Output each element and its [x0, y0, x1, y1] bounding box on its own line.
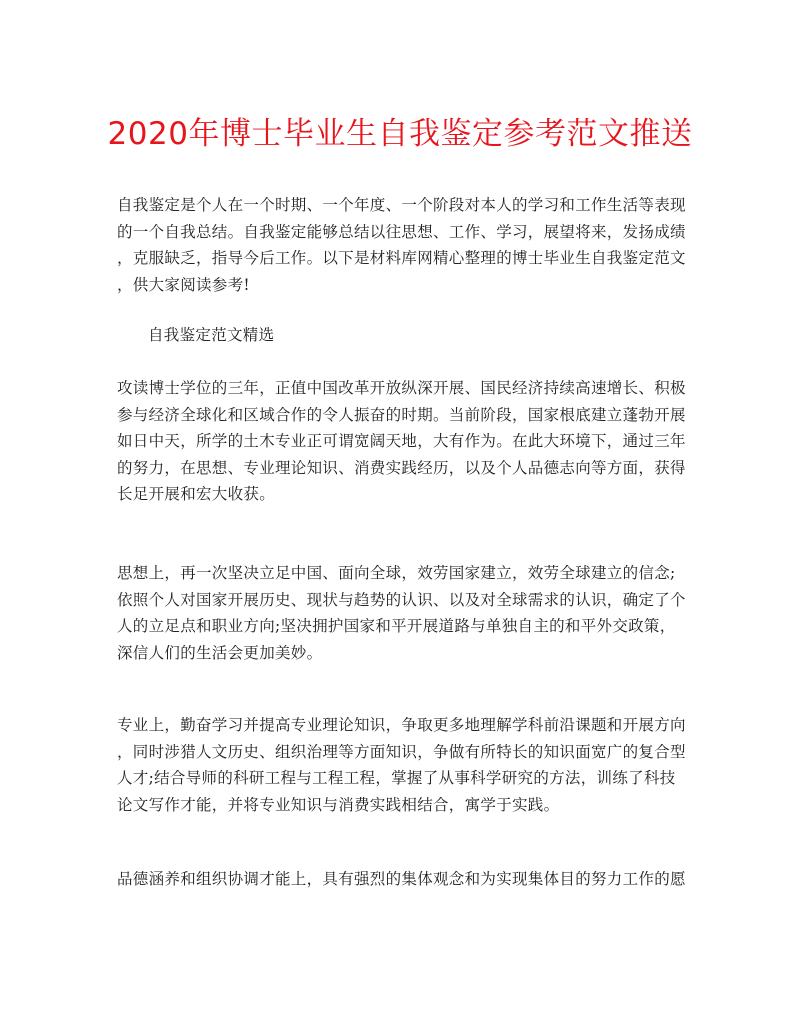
- text-line: 人的立足点和职业方向;坚决拥护国家和平开展道路与单独自主的和平外交政策，: [117, 617, 676, 635]
- text-line: 人才;结合导师的科研工程与工程工程，掌握了从事科学研究的方法，训练了科技: [117, 769, 676, 787]
- text-line: 参与经济全球化和区域合作的令人振奋的时期。当前阶段，国家根底建立蓬勃开展: [117, 405, 686, 424]
- paragraph-character: [117, 866, 687, 893]
- text-line: 的一个自我总结。自我鉴定能够总结以往思想、工作、学习，展望将来，发扬成绩: [117, 222, 686, 241]
- text-line: 长足开展和宏大收获。: [117, 485, 276, 503]
- paragraph-thought: [117, 560, 687, 666]
- text-line: 的努力，在思想、专业理论知识、消费实践经历，以及个人品德志向等方面，获得: [117, 458, 686, 477]
- section-heading: [117, 322, 687, 349]
- text-line: 攻读博士学位的三年，正值中国改革开放纵深开展、国民经济持续高速增长、积极: [117, 379, 686, 397]
- text-line: 自我鉴定范文精选: [148, 326, 275, 344]
- text-line: 品德涵养和组织协调才能上，具有强烈的集体观念和为实现集体目的努力工作的愿: [117, 870, 686, 888]
- text-line: ，同时涉猎人文历史、组织治理等方面知识，争做有所特长的知识面宽广的复合型: [117, 742, 686, 761]
- text-line: 依照个人对国家开展历史、现状与趋势的认识、以及对全球需求的认识，确定了个: [117, 590, 686, 609]
- text-line: 深信人们的生活会更加美妙。: [117, 643, 323, 662]
- text-line: 自我鉴定是个人在一个时期、一个年度、一个阶段对本人的学习和工作生活等表现: [117, 196, 686, 214]
- paragraph-overview: [117, 375, 687, 508]
- text-line: 思想上，再一次坚决立足中国、面向全球，效劳国家建立，效劳全球建立的信念;: [117, 564, 676, 582]
- paragraph-professional: [117, 712, 687, 818]
- document-title: 2020年博士毕业生自我鉴定参考范文推送: [107, 116, 693, 152]
- text-line: 如日中天，所学的土木专业正可谓宽阔天地，大有作为。在此大环境下，通过三年: [117, 432, 686, 450]
- paragraph-intro: [117, 192, 687, 298]
- text-line: 论文写作才能，并将专业知识与消费实践相结合，寓学于实践。: [117, 795, 560, 814]
- text-line: 专业上，勤奋学习并提高专业理论知识，争取更多地理解学科前沿课题和开展方向: [117, 716, 686, 734]
- text-line: ，克服缺乏，指导今后工作。以下是材料库网精心整理的博士毕业生自我鉴定范文: [117, 249, 686, 267]
- text-line: ，供大家阅读参考!: [117, 275, 250, 294]
